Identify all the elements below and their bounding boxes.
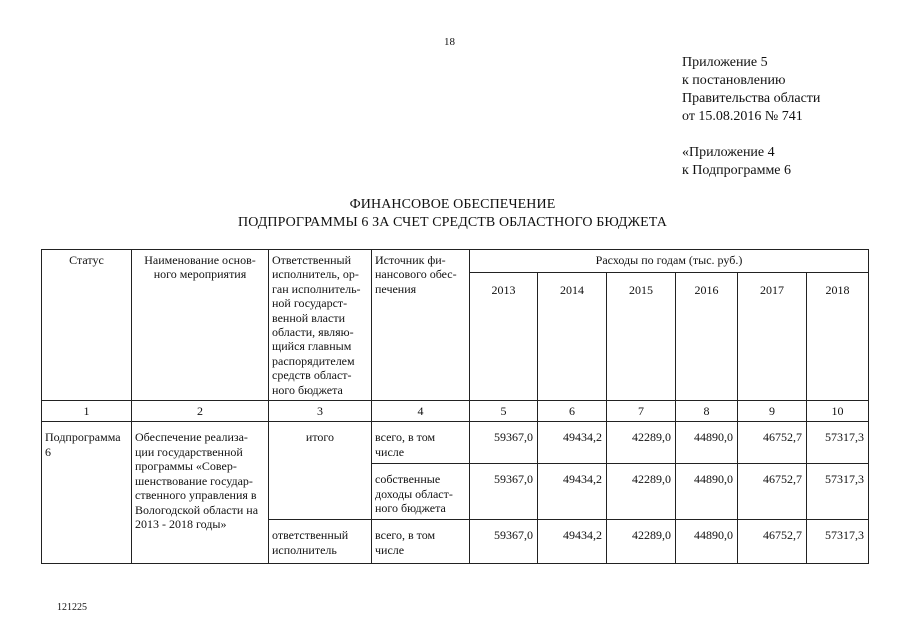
annex-line: Правительства области <box>682 91 821 106</box>
header-year: 2015 <box>607 273 676 401</box>
column-number: 9 <box>738 401 807 422</box>
value-cell: 59367,0 <box>470 520 538 564</box>
value-cell: 57317,3 <box>807 422 869 464</box>
value-cell: 42289,0 <box>607 422 676 464</box>
row-source: всего, в том числе <box>372 422 470 464</box>
annex-line: к постановлению <box>682 73 786 88</box>
page-number: 18 <box>444 36 455 48</box>
footer-code: 121225 <box>57 602 87 613</box>
value-cell: 42289,0 <box>607 520 676 564</box>
row-source: всего, в том числе <box>372 520 470 564</box>
column-number: 7 <box>607 401 676 422</box>
header-year: 2016 <box>676 273 738 401</box>
column-number: 5 <box>470 401 538 422</box>
value-cell: 42289,0 <box>607 464 676 520</box>
header-year: 2018 <box>807 273 869 401</box>
value-cell: 49434,2 <box>538 464 607 520</box>
value-cell: 49434,2 <box>538 422 607 464</box>
header-status: Статус <box>42 250 132 401</box>
value-cell: 44890,0 <box>676 464 738 520</box>
annex-block <box>682 54 820 180</box>
header-name: Наименование основ-ного мероприятия <box>132 250 269 401</box>
value-cell: 46752,7 <box>738 422 807 464</box>
value-cell: 46752,7 <box>738 520 807 564</box>
annex-line: «Приложение 4 <box>682 145 775 160</box>
column-number: 2 <box>132 401 269 422</box>
header-source: Источник фи-нансового обес-печения <box>372 250 470 401</box>
annex-line: к Подпрограмме 6 <box>682 163 792 178</box>
value-cell: 57317,3 <box>807 464 869 520</box>
value-cell: 57317,3 <box>807 520 869 564</box>
column-number: 6 <box>538 401 607 422</box>
title-line: ПОДПРОГРАММЫ 6 ЗА СЧЕТ СРЕДСТВ ОБЛАСТНОГО БЮДЖЕТА <box>238 215 667 230</box>
header-year: 2017 <box>738 273 807 401</box>
header-year: 2014 <box>538 273 607 401</box>
value-cell: 44890,0 <box>676 422 738 464</box>
header-expenses: Расходы по годам (тыс. руб.) <box>470 250 869 273</box>
value-cell: 59367,0 <box>470 422 538 464</box>
column-number: 4 <box>372 401 470 422</box>
column-number: 1 <box>42 401 132 422</box>
value-cell: 59367,0 <box>470 464 538 520</box>
row-status: Подпрограмма 6 <box>42 422 132 564</box>
financing-table <box>41 249 869 564</box>
value-cell: 46752,7 <box>738 464 807 520</box>
document-title <box>0 196 905 232</box>
value-cell: 49434,2 <box>538 520 607 564</box>
column-number: 8 <box>676 401 738 422</box>
row-responsible: итого <box>269 422 372 520</box>
row-source: собственные доходы област-ного бюджета <box>372 464 470 520</box>
annex-line: Приложение 5 <box>682 55 768 70</box>
header-year: 2013 <box>470 273 538 401</box>
row-responsible: ответственный исполнитель <box>269 520 372 564</box>
row-name: Обеспечение реализа-ции государственной программы «Совер-шенствование государ-ственного управления в Вологодской области на 2013 - 2018 годы» <box>132 422 269 564</box>
annex-line: от 15.08.2016 № 741 <box>682 109 803 124</box>
column-number: 10 <box>807 401 869 422</box>
header-responsible: Ответственный исполнитель, ор-ган исполнитель-ной государст-венной власти области, являю-щийся главным распорядителем средств област-ного бюджета <box>269 250 372 401</box>
column-number: 3 <box>269 401 372 422</box>
value-cell: 44890,0 <box>676 520 738 564</box>
title-line: ФИНАНСОВОЕ ОБЕСПЕЧЕНИЕ <box>349 197 556 212</box>
